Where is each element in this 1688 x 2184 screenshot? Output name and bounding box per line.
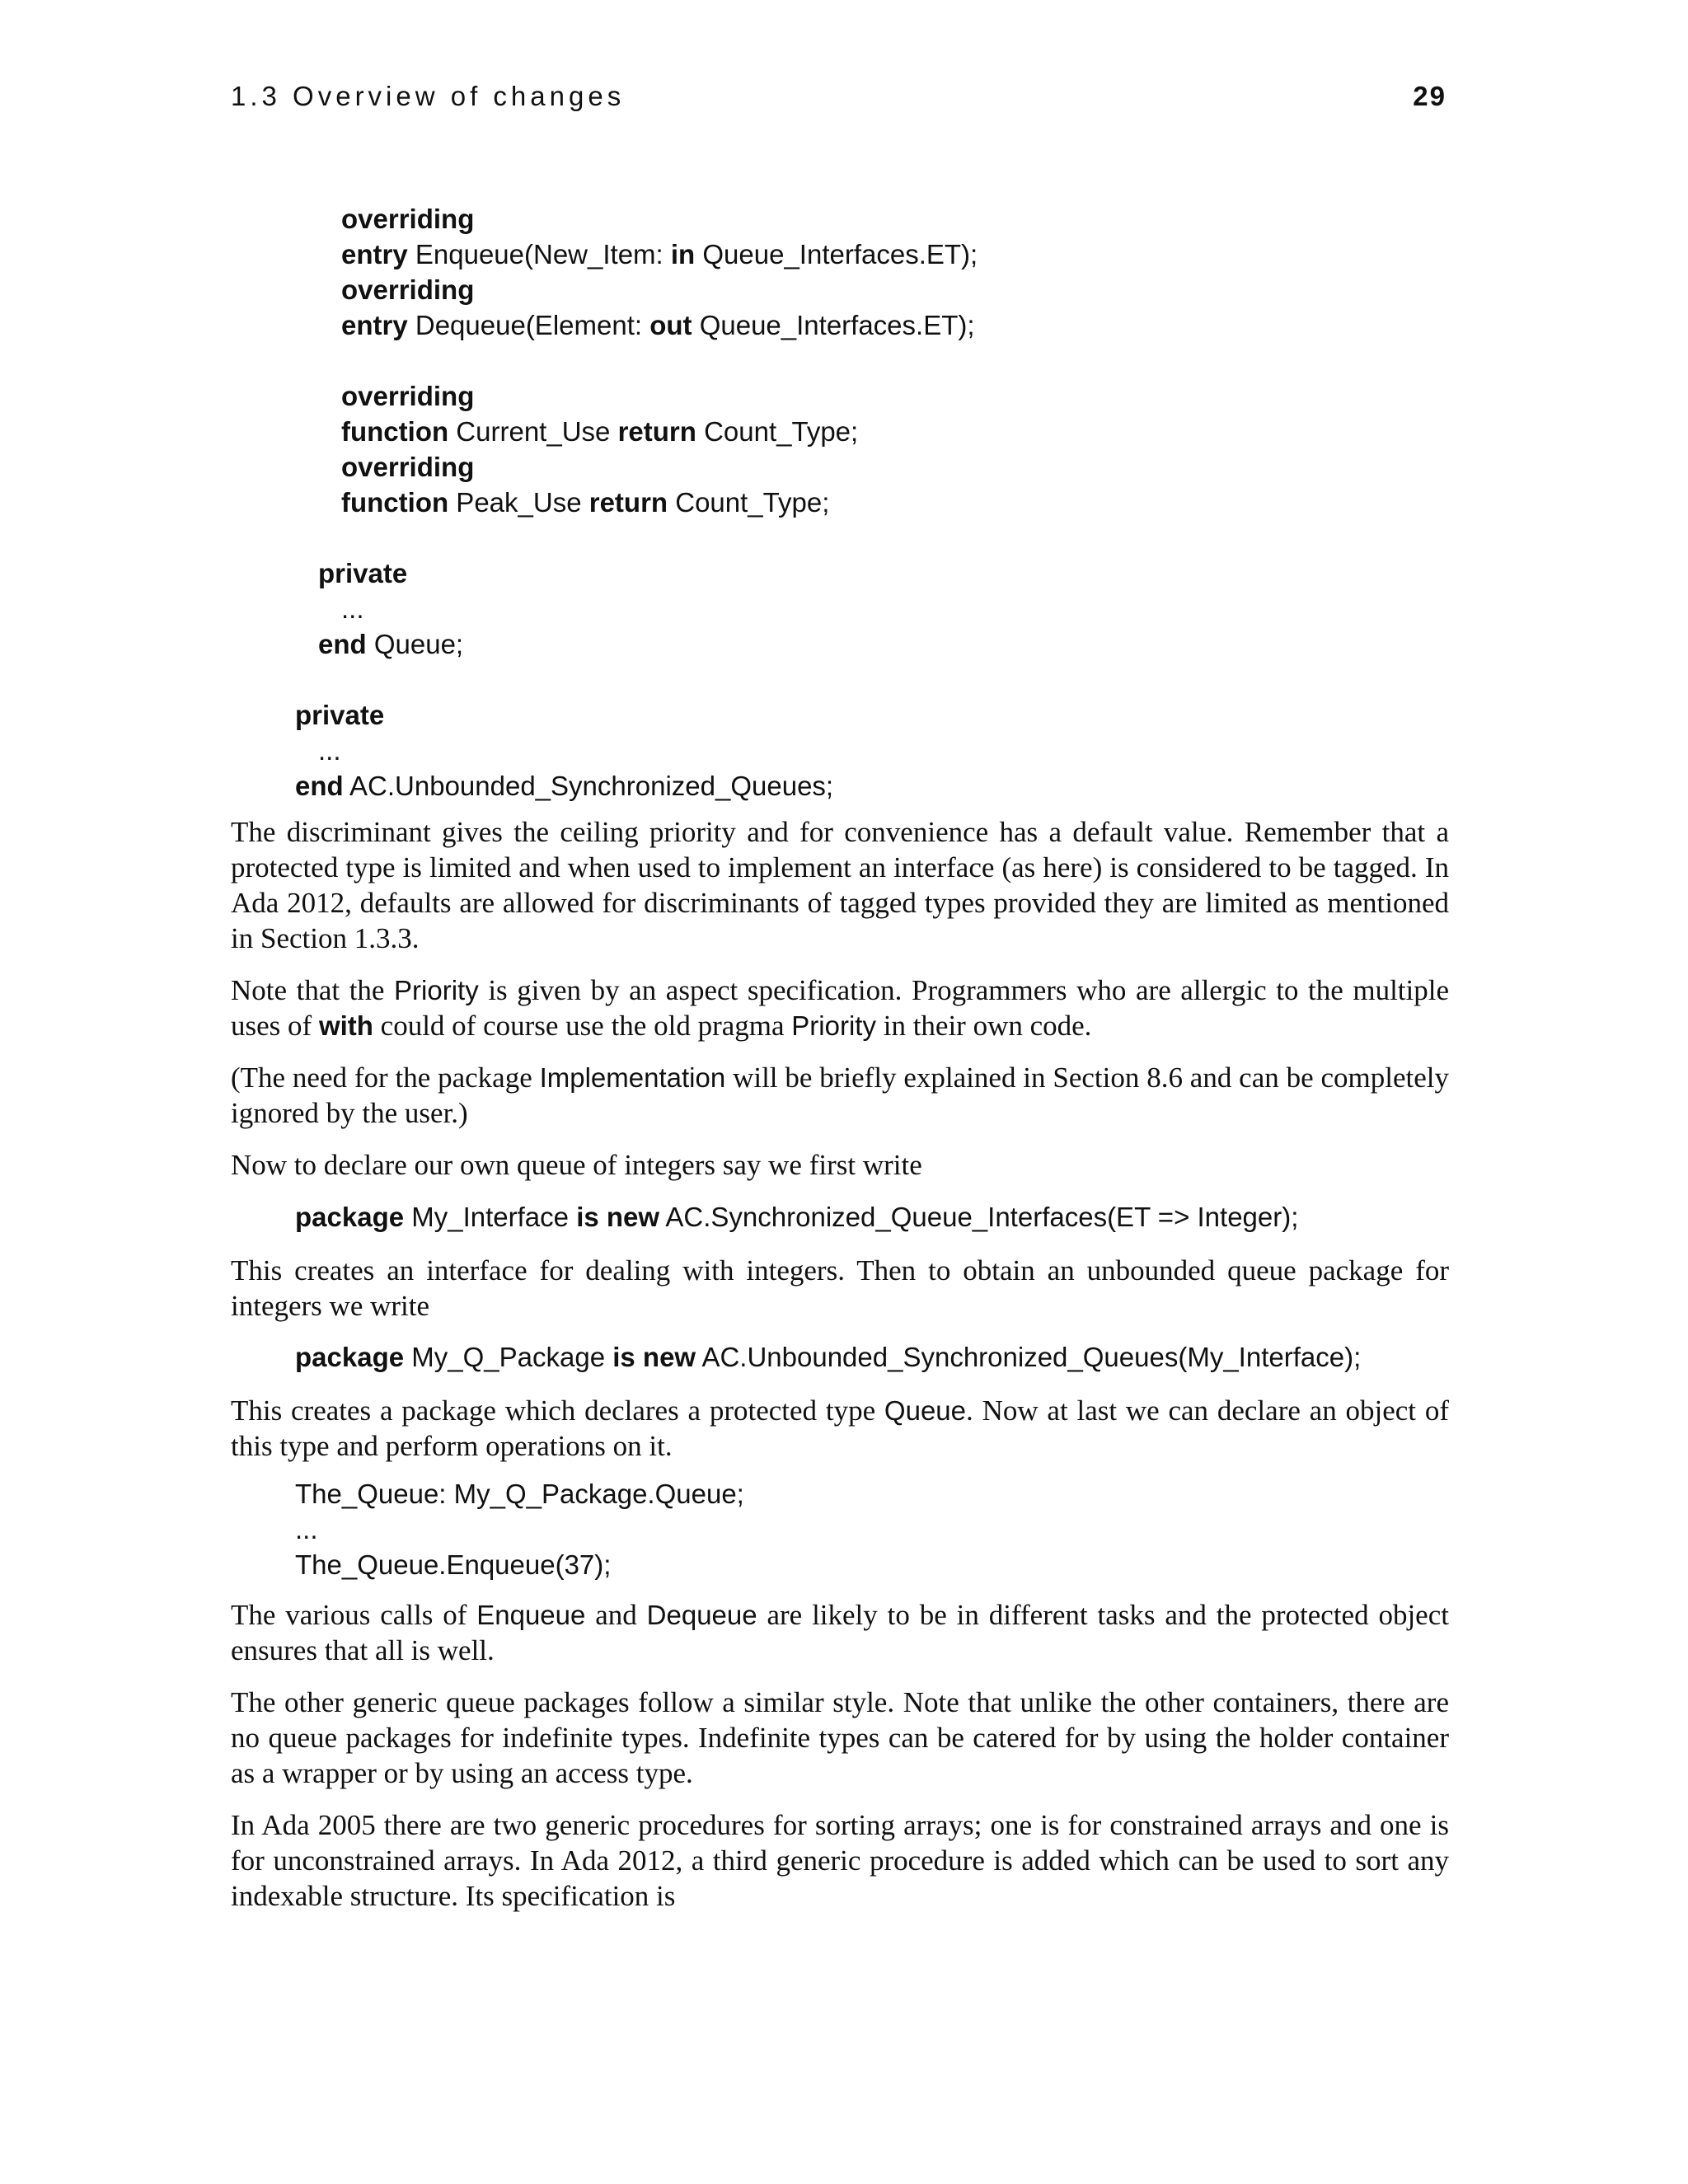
paragraph: This creates a package which declares a protected type Queue. Now at last we can declare an object of this type and perform operations on it. — [231, 1394, 1449, 1462]
code-line: entry Dequeue(Element: out Queue_Interfaces.ET); — [341, 310, 975, 340]
code-line: ... — [341, 593, 364, 624]
code-line: private — [295, 700, 385, 730]
code-line: end Queue; — [318, 629, 464, 659]
code-line: ... — [318, 735, 341, 766]
code-line: package My_Q_Package is new AC.Unbounded_Synchronized_Queues(My_Interface); — [295, 1342, 1362, 1372]
code-line: end AC.Unbounded_Synchronized_Queues; — [295, 771, 834, 801]
code-line: The_Queue: My_Q_Package.Queue; — [295, 1479, 744, 1509]
code-line: private — [318, 558, 408, 588]
code-line: overriding — [341, 381, 475, 411]
paragraph: In Ada 2005 there are two generic procedures for sorting arrays; one is for constrained arrays and one is for unconstrained arrays. In Ada 2012, a third generic procedure is added which can be used to sort any indexable structure. Its specification is — [231, 1809, 1449, 1912]
code-line: entry Enqueue(New_Item: in Queue_Interfaces.ET); — [341, 239, 978, 269]
paragraph: Now to declare our own queue of integers say we first write — [231, 1149, 922, 1181]
code-line: function Current_Use return Count_Type; — [341, 416, 859, 447]
running-header-section: 1.3 Overview of changes — [231, 81, 626, 111]
code-line: overriding — [341, 274, 475, 305]
paragraph: The other generic queue packages follow a similar style. Note that unlike the other containers, there are no queue packages for indefinite types. Indefinite types can be catered for by using the holder container as a wrapper or by using an access type. — [231, 1686, 1449, 1789]
paragraph: (The need for the package Implementation will be briefly explained in Section 8.6 and can be completely ignored by the user.) — [231, 1062, 1449, 1129]
paragraph: The discriminant gives the ceiling priority and for convenience has a default value. Remember that a protected type is limited and when used to implement an interface (as here) is considered to be tagged. In Ada 2012, defaults are allowed for discriminants of tagged types provided they are limited as mentioned in Section 1.3.3. — [231, 816, 1449, 954]
code-line: package My_Interface is new AC.Synchronized_Queue_Interfaces(ET => Integer); — [295, 1202, 1299, 1232]
code-line: The_Queue.Enqueue(37); — [295, 1549, 612, 1580]
paragraph: This creates an interface for dealing with integers. Then to obtain an unbounded queue package for integers we write — [231, 1254, 1449, 1322]
code-line: ... — [295, 1514, 318, 1544]
paragraph: Note that the Priority is given by an aspect specification. Programmers who are allergic to the multiple uses of with could of course use the old pragma Priority in their own code. — [231, 974, 1450, 1042]
paragraph: The various calls of Enqueue and Dequeue are likely to be in different tasks and the protected object ensures that all is well. — [231, 1599, 1449, 1666]
code-line: function Peak_Use return Count_Type; — [341, 487, 830, 518]
page-number: 29 — [1413, 81, 1447, 111]
code-line: overriding — [341, 452, 475, 482]
code-line: overriding — [341, 204, 475, 234]
